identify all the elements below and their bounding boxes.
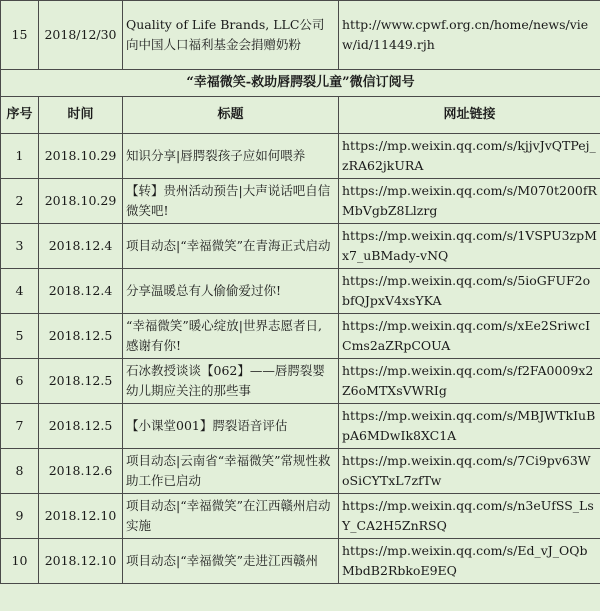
row-title: 项目动态|“幸福微笑”走进江西赣州 — [123, 539, 339, 584]
table-row — [1, 404, 600, 449]
section-title-row — [1, 70, 600, 97]
header-date: 时间 — [39, 97, 123, 134]
row-url-link[interactable]: https://mp.weixin.qq.com/s/Ed_vJ_OQbMbdB2RbkoE9EQ — [339, 539, 600, 584]
row-title: 石冰教授谈谈【062】——唇腭裂婴幼儿期应关注的那些事 — [123, 359, 339, 404]
row-number: 8 — [1, 449, 39, 494]
row-url-link[interactable]: https://mp.weixin.qq.com/s/f2FA0009x2Z6oMTXsVWRIg — [339, 359, 600, 404]
header-row — [1, 97, 600, 134]
row-date: 2018.12.4 — [39, 224, 123, 269]
table-row — [1, 134, 600, 179]
row-number: 15 — [1, 1, 39, 70]
row-title: 项目动态|“幸福微笑”在青海正式启动 — [123, 224, 339, 269]
header-title: 标题 — [123, 97, 339, 134]
row-date: 2018.10.29 — [39, 179, 123, 224]
row-number: 2 — [1, 179, 39, 224]
row-url-link[interactable]: https://mp.weixin.qq.com/s/5ioGFUF2obfQJpxV4xsYKA — [339, 269, 600, 314]
row-number: 3 — [1, 224, 39, 269]
row-date: 2018.12.10 — [39, 539, 123, 584]
row-title: 【转】贵州活动预告|大声说话吧自信微笑吧! — [123, 179, 339, 224]
row-url-link[interactable]: https://mp.weixin.qq.com/s/M070t200fRMbVgbZ8Llzrg — [339, 179, 600, 224]
row-title: 分享温暖总有人偷偷爱过你! — [123, 269, 339, 314]
row-url-link[interactable]: https://mp.weixin.qq.com/s/1VSPU3zpMx7_uBMady-vNQ — [339, 224, 600, 269]
row-date: 2018.12.10 — [39, 494, 123, 539]
row-date: 2018.12.6 — [39, 449, 123, 494]
table-row — [1, 449, 600, 494]
row-url-link[interactable]: https://mp.weixin.qq.com/s/xEe2SriwcICms2aZRpCOUA — [339, 314, 600, 359]
row-date: 2018.12.5 — [39, 359, 123, 404]
row-number: 7 — [1, 404, 39, 449]
row-url-link[interactable]: https://mp.weixin.qq.com/s/n3eUfSS_LsY_CA2H5ZnRSQ — [339, 494, 600, 539]
row-date: 2018.12.5 — [39, 314, 123, 359]
row-date: 2018.10.29 — [39, 134, 123, 179]
row-date: 2018.12.4 — [39, 269, 123, 314]
row-number: 10 — [1, 539, 39, 584]
table-row — [1, 359, 600, 404]
row-title: 知识分享|唇腭裂孩子应如何喂养 — [123, 134, 339, 179]
row-title: 项目动态|“幸福微笑”在江西赣州启动实施 — [123, 494, 339, 539]
table-row — [1, 494, 600, 539]
header-url: 网址链接 — [339, 97, 600, 134]
row-number: 1 — [1, 134, 39, 179]
table-row — [1, 1, 600, 70]
row-title: 项目动态|云南省“幸福微笑”常规性救助工作已启动 — [123, 449, 339, 494]
table-row — [1, 224, 600, 269]
row-url-link[interactable]: https://mp.weixin.qq.com/s/MBJWTkIuBpA6MDwIk8XC1A — [339, 404, 600, 449]
row-title: 【小课堂001】腭裂语音评估 — [123, 404, 339, 449]
row-number: 5 — [1, 314, 39, 359]
row-url-link[interactable]: https://mp.weixin.qq.com/s/kjjvJvQTPej_zRA62jkURA — [339, 134, 600, 179]
row-date: 2018/12/30 — [39, 1, 123, 70]
table-row — [1, 314, 600, 359]
row-number: 9 — [1, 494, 39, 539]
row-url-link[interactable]: http://www.cpwf.org.cn/home/news/view/id/11449.rjh — [339, 1, 600, 70]
row-title: Quality of Life Brands, LLC公司向中国人口福利基金会捐赠奶粉 — [123, 1, 339, 70]
section-title: “幸福微笑-救助唇腭裂儿童”微信订阅号 — [1, 70, 600, 97]
table-row — [1, 539, 600, 584]
row-number: 6 — [1, 359, 39, 404]
row-number: 4 — [1, 269, 39, 314]
table-row — [1, 269, 600, 314]
row-url-link[interactable]: https://mp.weixin.qq.com/s/7Ci9pv63WoSiCYTxL7zfTw — [339, 449, 600, 494]
row-title: “幸福微笑”暖心绽放|世界志愿者日, 感谢有你! — [123, 314, 339, 359]
table-row — [1, 179, 600, 224]
header-no: 序号 — [1, 97, 39, 134]
row-date: 2018.12.5 — [39, 404, 123, 449]
